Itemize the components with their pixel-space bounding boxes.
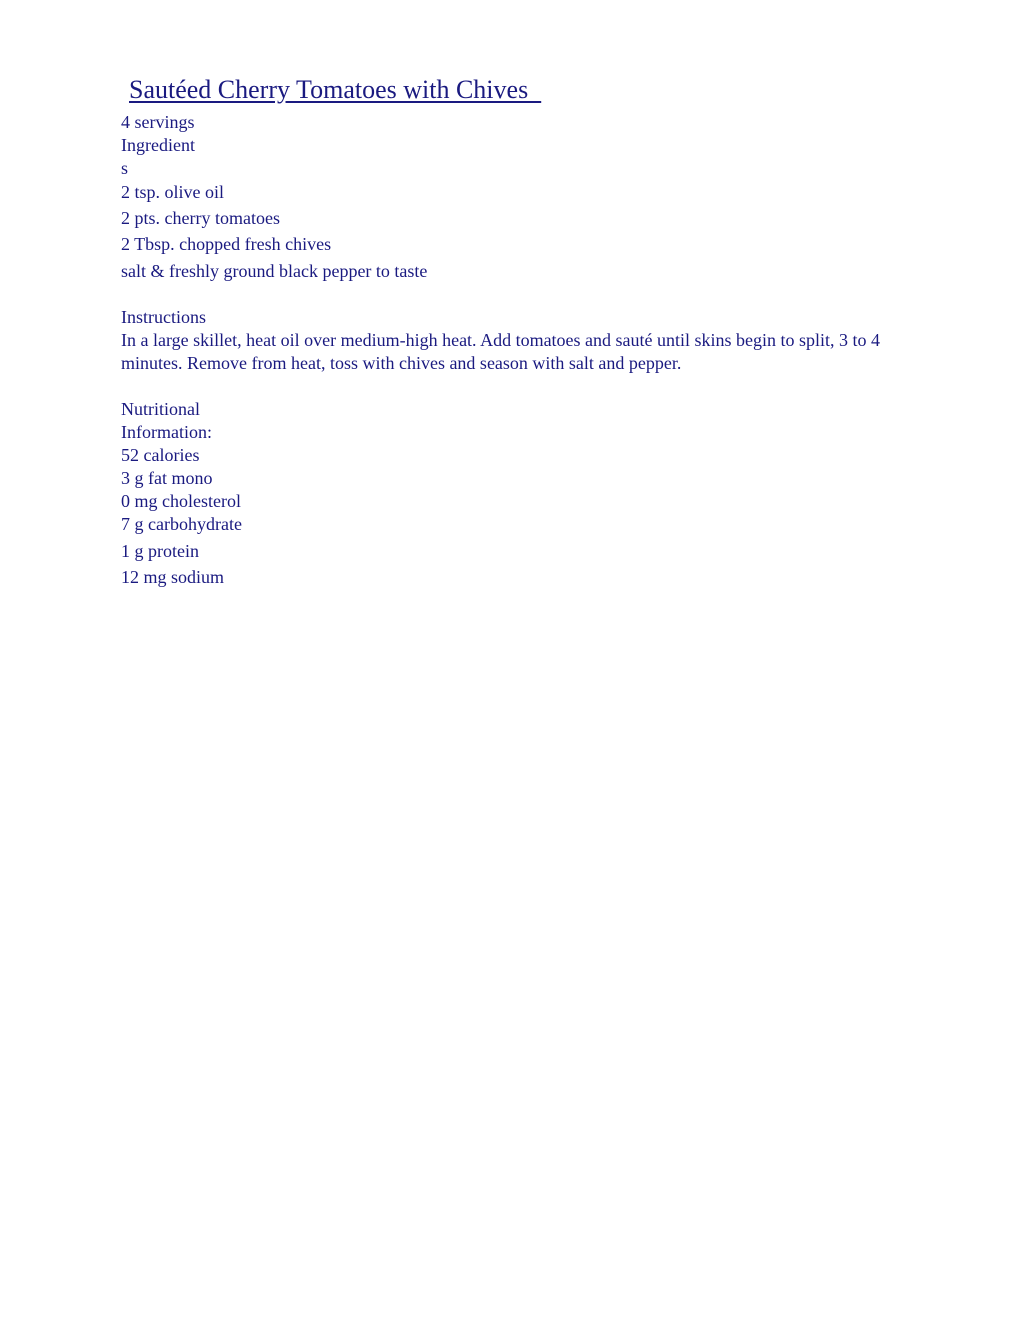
nutrition-heading-cont: Information: xyxy=(121,422,212,442)
recipe-title: Sautéed Cherry Tomatoes with Chives xyxy=(129,75,542,104)
ingredients-heading: Ingredient xyxy=(121,135,195,155)
ingredient-item: 2 Tbsp. chopped fresh chives xyxy=(121,234,332,254)
instructions-text: In a large skillet, heat oil over medium-high heat. Add tomatoes and sauté until skins begin to split, 3 to 4 minutes. Remove from heat, toss with chives and season with salt and pepper. xyxy=(121,330,881,373)
ingredient-item: 2 tsp. olive oil xyxy=(121,182,224,202)
servings: 4 servings xyxy=(121,112,195,132)
nutrition-heading: Nutritional xyxy=(121,399,200,419)
ingredients-heading-cont: s xyxy=(121,158,129,178)
nutrition-item: 12 mg sodium xyxy=(121,567,225,587)
nutrition-item: 1 g protein xyxy=(121,541,199,561)
nutrition-item: 3 g fat mono xyxy=(121,468,213,488)
nutrition-item: 52 calories xyxy=(121,445,200,465)
instructions-heading: Instructions xyxy=(121,307,206,327)
ingredient-item: 2 pts. cherry tomatoes xyxy=(121,208,280,228)
ingredient-item: salt & freshly ground black pepper to taste xyxy=(121,261,428,281)
nutrition-item: 7 g carbohydrate xyxy=(121,514,242,534)
nutrition-item: 0 mg cholesterol xyxy=(121,491,241,511)
